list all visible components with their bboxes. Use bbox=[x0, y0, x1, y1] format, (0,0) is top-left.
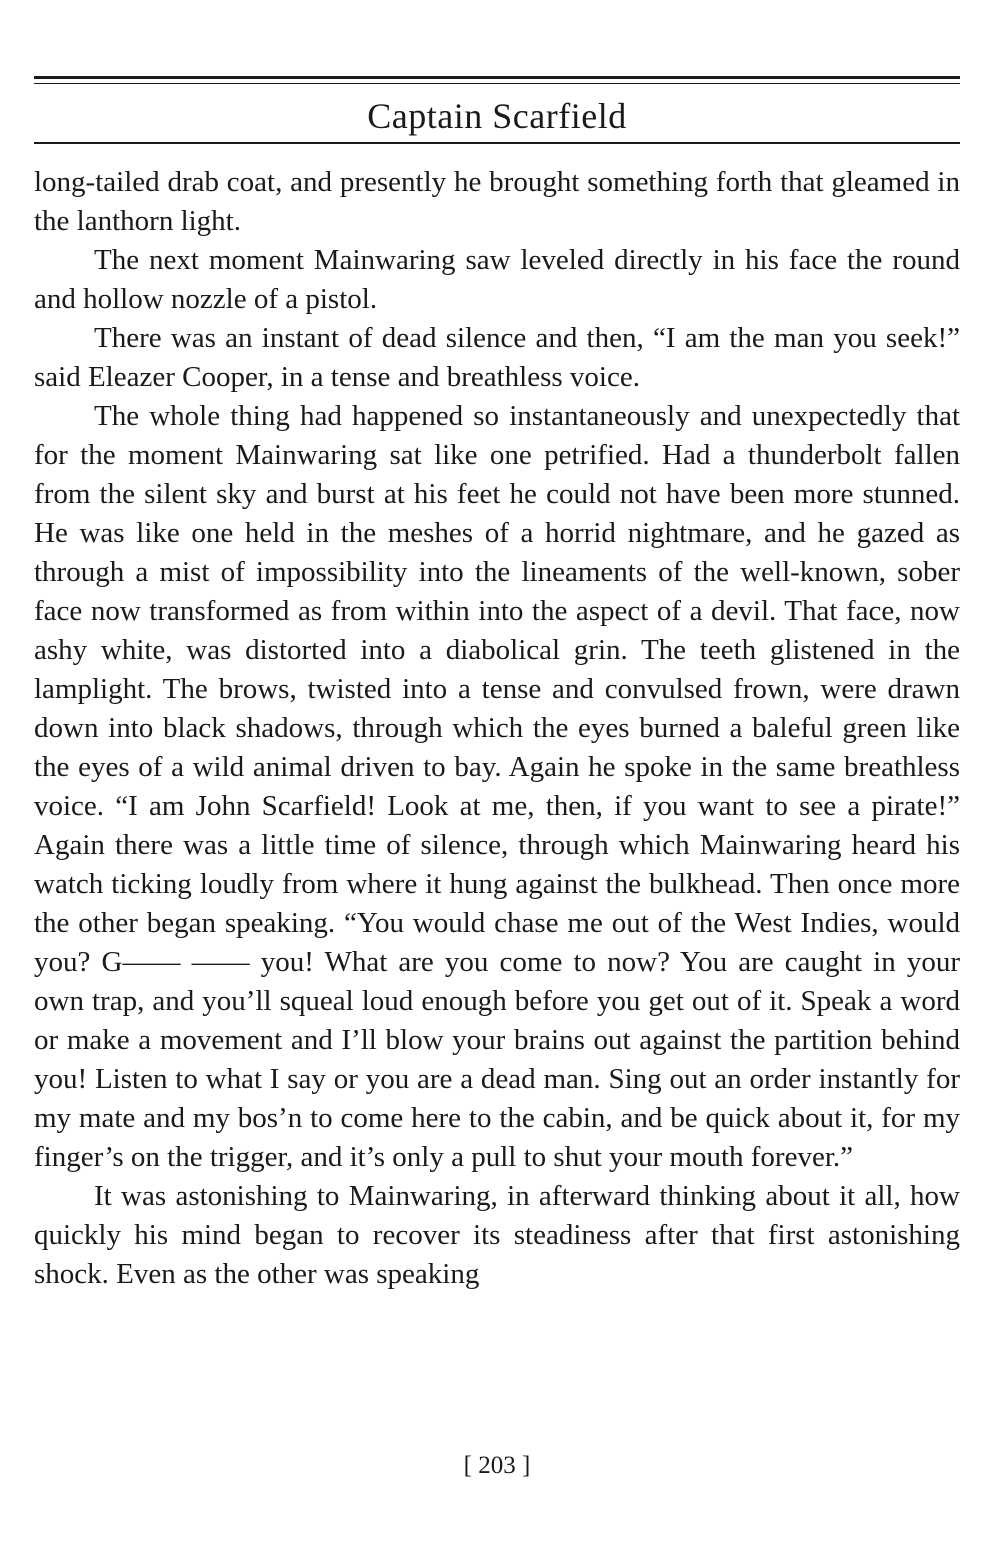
header-double-rule-thin bbox=[34, 83, 960, 84]
book-page bbox=[34, 0, 960, 1553]
page-number: [ 203 ] bbox=[463, 1452, 531, 1479]
body-text bbox=[34, 163, 960, 1294]
paragraph: It was astonishing to Mainwaring, in afterward thinking about it all, how quickly his mind began to recover its steadiness after that first astonishing shock. Even as the other was speaking bbox=[34, 1180, 960, 1290]
running-title: Captain Scarfield bbox=[367, 96, 627, 136]
paragraph-continued: long-tailed drab coat, and presently he brought something forth that gleamed in the lanthorn light. bbox=[34, 166, 960, 237]
header-double-rule-thick bbox=[34, 76, 960, 79]
paragraph: There was an instant of dead silence and then, “I am the man you seek!” said Eleazer Cooper, in a tense and breathless voice. bbox=[34, 322, 960, 393]
paragraph: The whole thing had happened so instantaneously and unexpectedly that for the moment Mainwaring sat like one petrified. Had a thunderbolt fallen from the silent sky and burst at his feet he could not have been more stunned. He was like one held in the meshes of a horrid nightmare, and he gazed as through a mist of impossibility into the lineaments of the well-known, sober face now transformed as from within into the aspect of a devil. That face, now ashy white, was distorted into a diabolical grin. The teeth glistened in the lamplight. The brows, twisted into a tense and convulsed frown, were drawn down into black shadows, through which the eyes burned a baleful green like the eyes of a wild animal driven to bay. Again he spoke in the same breathless voice. “I am John Scarfield! Look at me, then, if you want to see a pirate!” Again there was a little time of silence, through which Mainwaring heard his watch ticking loudly from where it hung against the bulkhead. Then once more the other began speaking. “You would chase me out of the West Indies, would you? G—— —— you! What are you come to now? You are caught in your own trap, and you’ll squeal loud enough before you get out of it. Speak a word or make a movement and I’ll blow your brains out against the partition behind you! Listen to what I say or you are a dead man. Sing out an order instantly for my mate and my bos’n to come here to the cabin, and be quick about it, for my finger’s on the trigger, and it’s only a pull to shut your mouth forever.” bbox=[34, 400, 960, 1173]
header-underline-rule bbox=[34, 142, 960, 144]
paragraph: The next moment Mainwaring saw leveled directly in his face the round and hollow nozzle of a pistol. bbox=[34, 244, 960, 315]
